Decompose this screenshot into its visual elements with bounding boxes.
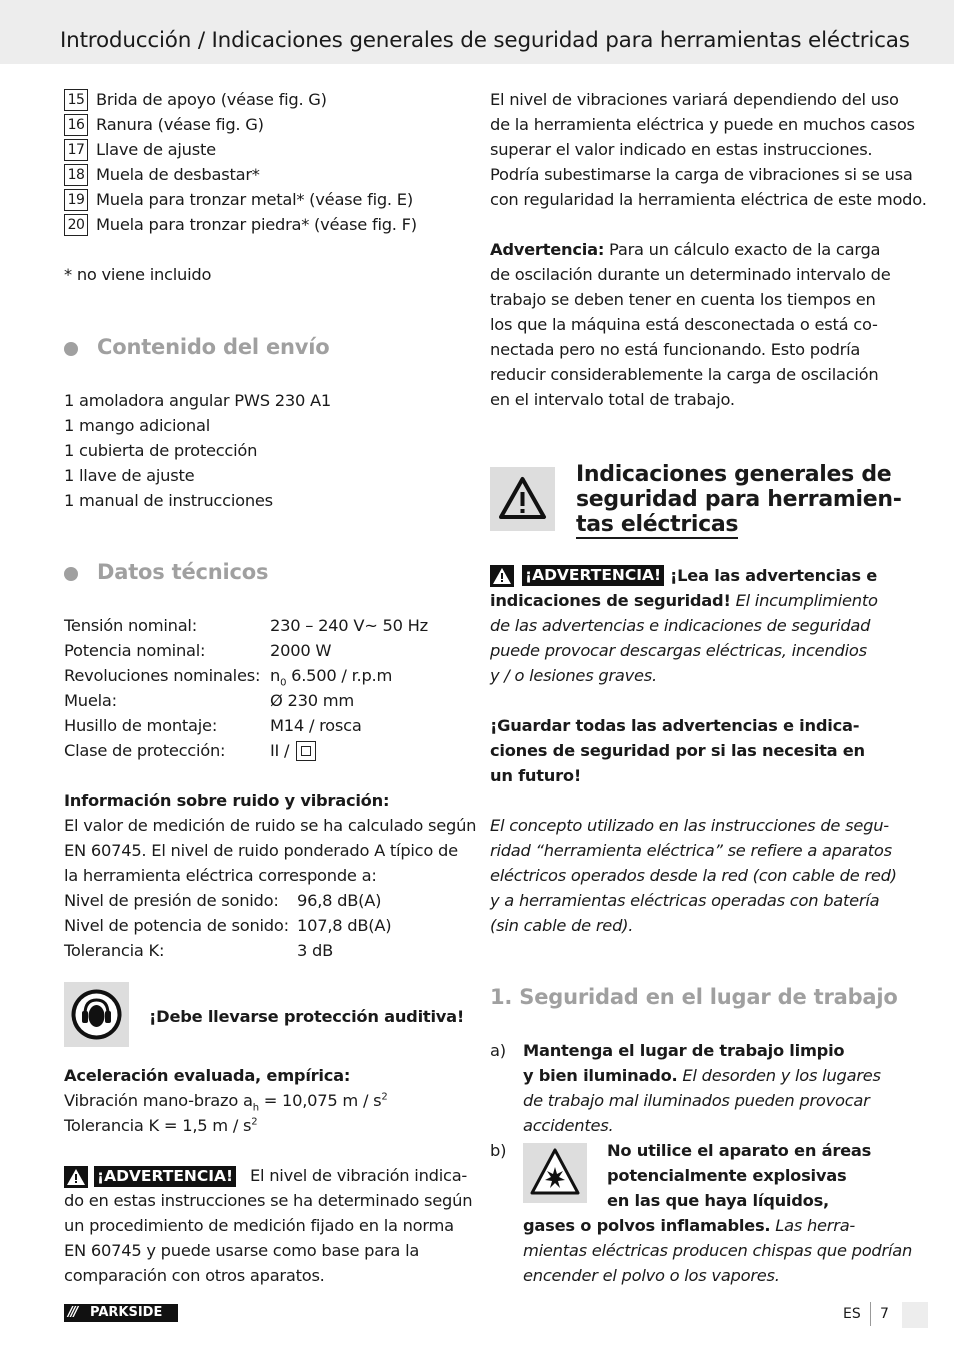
workplace-b-text: mientas eléctricas producen chispas que podrían [523, 1241, 913, 1260]
page-header [0, 0, 954, 64]
workplace-b-text: potencialmente explosivas [607, 1166, 847, 1185]
noise-label: Nivel de potencia de sonido: [64, 916, 289, 935]
concept-text: eléctricos operados desde la red (con cable de red) [490, 866, 897, 885]
brand-logo: /// PARKSIDE [64, 1304, 178, 1322]
warning-triangle-icon [64, 1166, 88, 1188]
tech-label: Tensión nominal: [64, 616, 197, 635]
keep-instructions: ¡Guardar todas las advertencias e indica- [490, 716, 860, 735]
part-label: Llave de ajuste [96, 140, 216, 159]
tech-label: Husillo de montaje: [64, 716, 218, 735]
contents-heading: Contenido del envío [97, 335, 330, 359]
page-title: Introducción / Indicaciones generales de seguridad para herramientas eléctricas [60, 28, 910, 53]
tech-label: Clase de protección: [64, 741, 226, 760]
noise-heading: Información sobre ruido y vibración: [64, 791, 390, 810]
safety-heading-line: tas eléctricas [576, 512, 739, 537]
tech-label: Revoluciones nominales: [64, 666, 261, 685]
tech-label: Muela: [64, 691, 117, 710]
item-label: b) [490, 1141, 507, 1160]
warning-text: y / o lesiones graves. [490, 666, 657, 685]
concept-text: El concepto utilizado en las instrucciones de segu- [490, 816, 889, 835]
part-label: Ranura (véase fig. G) [96, 115, 264, 134]
part-number: 15 [64, 89, 88, 111]
noise-label: Nivel de presión de sonido: [64, 891, 279, 910]
warning-label: ¡ADVERTENCIA! [94, 1166, 236, 1187]
workplace-b-text: gases o polvos inflamables. Las herra- [523, 1216, 856, 1235]
warning-text: comparación con otros aparatos. [64, 1266, 325, 1285]
section-bullet-icon [64, 567, 78, 581]
vibration-text: superar el valor indicado en estas instrucciones. [490, 140, 873, 159]
advertencia-text: trabajo se deben tener en cuenta los tiempos en [490, 290, 876, 309]
vibration-text: Podría subestimarse la carga de vibraciones si se usa [490, 165, 913, 184]
warning-triangle-icon [490, 565, 514, 587]
advertencia-text: en el intervalo total de trabajo. [490, 390, 735, 409]
ear-protection-icon [64, 982, 129, 1047]
noise-text: la herramienta eléctrica corresponde a: [64, 866, 377, 885]
page-marker [902, 1302, 928, 1328]
tech-heading: Datos técnicos [97, 560, 269, 584]
noise-value: 96,8 dB(A) [297, 891, 382, 910]
part-number: 19 [64, 189, 88, 211]
contents-item: 1 llave de ajuste [64, 466, 195, 485]
noise-label: Tolerancia K: [64, 941, 165, 960]
concept-text: (sin cable de red). [490, 916, 634, 935]
workplace-b-text: No utilice el aparato en áreas [607, 1141, 872, 1160]
concept-text: y a herramientas eléctricas operadas con batería [490, 891, 880, 910]
workplace-heading: 1. Seguridad en el lugar de trabajo [490, 985, 898, 1009]
tech-value: 2000 W [270, 641, 332, 660]
section-bullet-icon [64, 342, 78, 356]
tech-label: Potencia nominal: [64, 641, 206, 660]
workplace-b-text: encender el polvo o los vapores. [523, 1266, 780, 1285]
warning-text: EN 60745 y puede usarse como base para la [64, 1241, 420, 1260]
tech-value: M14 / rosca [270, 716, 362, 735]
explosion-hazard-icon [523, 1143, 587, 1203]
noise-text: EN 60745. El nivel de ruido ponderado A típico de [64, 841, 458, 860]
tech-value-speed: $n_0$ 6.500 / r.p.m [270, 666, 393, 689]
warning-text: ¡Lea las advertencias e [670, 566, 878, 585]
language-code: ES [843, 1306, 861, 1322]
page-number: 7 [880, 1306, 889, 1322]
protection-class-icon [296, 741, 316, 761]
safety-heading-line: seguridad para herramien- [576, 487, 902, 512]
noise-value: 107,8 dB(A) [297, 916, 392, 935]
part-number: 18 [64, 164, 88, 186]
keep-instructions: ciones de seguridad por si las necesita en [490, 741, 865, 760]
keep-instructions: un futuro! [490, 766, 582, 785]
workplace-b-text: en las que haya líquidos, [607, 1191, 829, 1210]
tech-value: 230 – 240 V~ 50 Hz [270, 616, 428, 635]
contents-item: 1 amoladora angular PWS 230 A1 [64, 391, 331, 410]
ear-protection-notice: ¡Debe llevarse protección auditiva! [149, 1007, 465, 1026]
warning-text: un procedimiento de medición fijado en la norma [64, 1216, 454, 1235]
contents-item: 1 mango adicional [64, 416, 211, 435]
contents-item: 1 manual de instrucciones [64, 491, 273, 510]
advertencia-text: de oscilación durante un determinado intervalo de [490, 265, 891, 284]
tech-value: II / [270, 741, 290, 760]
warning-text: de las advertencias e indicaciones de seguridad [490, 616, 871, 635]
workplace-a-text: y bien iluminado. El desorden y los lugares [523, 1066, 881, 1085]
vibration-text: con regularidad la herramienta eléctrica de este modo. [490, 190, 927, 209]
part-label: Muela para tronzar metal* (véase fig. E) [96, 190, 413, 209]
warning-text: indicaciones de seguridad! El incumplimiento [490, 591, 878, 610]
footer-divider [870, 1302, 871, 1326]
vibration-text: El nivel de vibraciones variará dependiendo del uso [490, 90, 899, 109]
warning-text: El nivel de vibración indica- [250, 1166, 468, 1185]
safety-heading-line: Indicaciones generales de [576, 462, 892, 487]
vibration-line: Vibración mano-brazo $a_h = 10,075$ m / $s^2$ [64, 1091, 388, 1114]
advertencia-line: Advertencia: Para un cálculo exacto de la carga [490, 240, 881, 259]
warning-text: do en estas instrucciones se ha determinado según [64, 1191, 473, 1210]
warning-sign-icon [490, 467, 555, 531]
part-label: Brida de apoyo (véase fig. G) [96, 90, 327, 109]
part-number: 17 [64, 139, 88, 161]
advertencia-text: reducir considerablemente la carga de oscilación [490, 365, 879, 384]
part-number: 16 [64, 114, 88, 136]
part-label: Muela para tronzar piedra* (véase fig. F) [96, 215, 417, 234]
noise-value: 3 dB [297, 941, 334, 960]
item-label: a) [490, 1041, 506, 1060]
warning-text: puede provocar descargas eléctricas, incendios [490, 641, 867, 660]
contents-item: 1 cubierta de protección [64, 441, 258, 460]
logo-stripes-icon: /// [68, 1305, 77, 1320]
warning-label: ¡ADVERTENCIA! [522, 565, 664, 586]
part-label: Muela de desbastar* [96, 165, 260, 184]
vibration-heading: Aceleración evaluada, empírica: [64, 1066, 351, 1085]
part-number: 20 [64, 214, 88, 236]
vibration-text: de la herramienta eléctrica y puede en muchos casos [490, 115, 915, 134]
advertencia-text: nectada pero no está funcionando. Esto podría [490, 340, 861, 359]
tech-value: Ø 230 mm [270, 691, 354, 710]
noise-text: El valor de medición de ruido se ha calculado según [64, 816, 477, 835]
not-included-note: * no viene incluido [64, 265, 212, 284]
tolerance-line: Tolerancia K = 1,5 m / $s^2$ [64, 1116, 258, 1135]
workplace-a-text: Mantenga el lugar de trabajo limpio [523, 1041, 845, 1060]
workplace-a-text: de trabajo mal iluminados pueden provocar [523, 1091, 870, 1110]
advertencia-text: los que la máquina está desconectada o está co- [490, 315, 878, 334]
workplace-a-text: accidentes. [523, 1116, 614, 1135]
concept-text: ridad “herramienta eléctrica” se refiere a aparatos [490, 841, 892, 860]
